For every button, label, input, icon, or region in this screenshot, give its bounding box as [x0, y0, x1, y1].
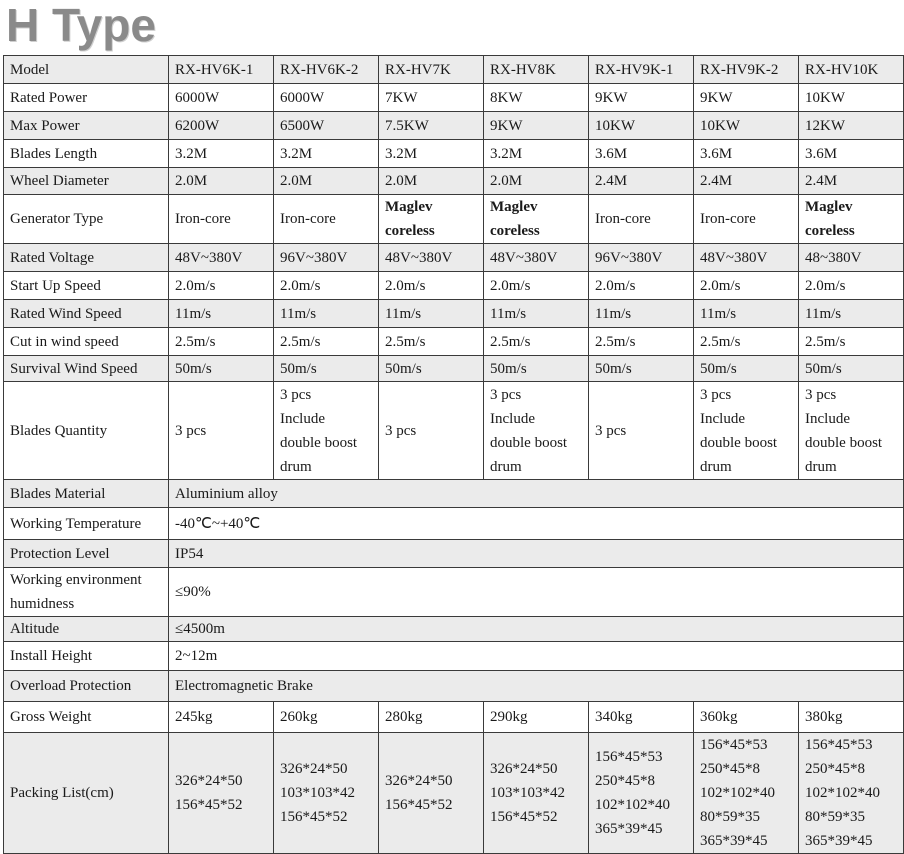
cell-line: double boost	[700, 434, 778, 451]
cell-line: 3 pcs	[385, 422, 417, 439]
working-temperature-value: -40℃~+40℃	[169, 508, 904, 540]
row-label-rated-voltage: Rated Voltage	[4, 244, 169, 272]
gross-weight-cell: 340kg	[589, 702, 694, 733]
row-label-working-temperature: Working Temperature	[4, 508, 169, 540]
packing-list-cell	[799, 733, 904, 854]
max-power-cell: 6500W	[274, 112, 379, 140]
rated-wind-speed-cell: 11m/s	[694, 300, 799, 328]
max-power-cell: 10KW	[694, 112, 799, 140]
cut-in-wind-speed-cell: 2.5m/s	[169, 328, 274, 356]
generator-type-cell	[379, 195, 484, 244]
cell-line: 103*103*42	[280, 785, 355, 801]
cell-line: 326*24*50	[385, 773, 453, 789]
model-cell: RX-HV8K	[484, 56, 589, 84]
generator-type-cell	[694, 195, 799, 244]
row-label-start-up-speed: Start Up Speed	[4, 272, 169, 300]
max-power-cell: 12KW	[799, 112, 904, 140]
wheel-diameter-cell: 2.0M	[379, 168, 484, 195]
blades-length-cell: 3.2M	[274, 140, 379, 168]
row-label-gross-weight: Gross Weight	[4, 702, 169, 733]
packing-list-cell	[169, 733, 274, 854]
model-cell: RX-HV6K-2	[274, 56, 379, 84]
rated-wind-speed-cell: 11m/s	[169, 300, 274, 328]
model-cell: RX-HV6K-1	[169, 56, 274, 84]
blades-length-cell: 3.2M	[169, 140, 274, 168]
gross-weight-cell: 280kg	[379, 702, 484, 733]
table-row-gross-weight	[4, 702, 904, 733]
row-label-protection-level: Protection Level	[4, 540, 169, 568]
model-cell: RX-HV9K-2	[694, 56, 799, 84]
blades-quantity-cell	[484, 382, 589, 480]
wheel-diameter-cell: 2.0M	[484, 168, 589, 195]
cell-line: Maglev	[490, 199, 538, 215]
wheel-diameter-cell: 2.4M	[694, 168, 799, 195]
cell-line: double boost	[805, 434, 883, 451]
rated-power-cell: 6000W	[169, 84, 274, 112]
start-up-speed-cell: 2.0m/s	[799, 272, 904, 300]
model-cell: RX-HV10K	[799, 56, 904, 84]
cell-line: Maglev	[805, 199, 853, 215]
generator-type-cell	[589, 195, 694, 244]
row-label-max-power: Max Power	[4, 112, 169, 140]
rated-power-cell: 10KW	[799, 84, 904, 112]
blades-length-cell: 3.2M	[379, 140, 484, 168]
packing-list-cell	[274, 733, 379, 854]
cell-line: 156*45*52	[175, 797, 243, 813]
cell-line: 250*45*8	[595, 773, 655, 789]
row-label-overload-protection: Overload Protection	[4, 671, 169, 702]
row-label-blades-quantity: Blades Quantity	[4, 382, 169, 480]
cell-line: Maglev	[385, 199, 433, 215]
page-title: H Type	[6, 0, 156, 51]
cut-in-wind-speed-cell: 2.5m/s	[799, 328, 904, 356]
survival-wind-speed-cell: 50m/s	[799, 356, 904, 382]
rated-power-cell: 6000W	[274, 84, 379, 112]
row-label-rated-wind-speed: Rated Wind Speed	[4, 300, 169, 328]
start-up-speed-cell: 2.0m/s	[274, 272, 379, 300]
blades-length-cell: 3.6M	[694, 140, 799, 168]
row-label-blades-length: Blades Length	[4, 140, 169, 168]
gross-weight-cell: 245kg	[169, 702, 274, 733]
cell-line: 3 pcs	[175, 422, 207, 439]
rated-wind-speed-cell: 11m/s	[379, 300, 484, 328]
wheel-diameter-cell: 2.4M	[799, 168, 904, 195]
rated-voltage-cell: 96V~380V	[589, 244, 694, 272]
cell-line: 102*102*40	[700, 785, 775, 801]
row-label-install-height: Install Height	[4, 642, 169, 671]
cell-line: 156*45*53	[595, 749, 663, 765]
rated-voltage-cell: 48V~380V	[484, 244, 589, 272]
working-humidness-value: ≤90%	[169, 568, 904, 617]
cell-line: 80*59*35	[700, 809, 760, 825]
table-row-working-humidness	[4, 568, 904, 617]
cut-in-wind-speed-cell: 2.5m/s	[274, 328, 379, 356]
blades-quantity-cell	[799, 382, 904, 480]
table-row-blades-quantity	[4, 382, 904, 480]
rated-wind-speed-cell: 11m/s	[274, 300, 379, 328]
start-up-speed-cell: 2.0m/s	[169, 272, 274, 300]
cell-line: Iron-core	[595, 211, 651, 227]
blades-length-cell: 3.6M	[589, 140, 694, 168]
cell-line: 3 pcs	[595, 422, 627, 439]
cut-in-wind-speed-cell: 2.5m/s	[589, 328, 694, 356]
rated-voltage-cell: 96V~380V	[274, 244, 379, 272]
cell-line: 326*24*50	[490, 761, 558, 777]
table-row-blades-material	[4, 480, 904, 508]
table-row-model	[4, 56, 904, 84]
rated-wind-speed-cell: 11m/s	[484, 300, 589, 328]
table-row-overload-protection	[4, 671, 904, 702]
rated-power-cell: 9KW	[589, 84, 694, 112]
row-label-survival-wind-speed: Survival Wind Speed	[4, 356, 169, 382]
packing-list-cell	[379, 733, 484, 854]
rated-voltage-cell: 48V~380V	[694, 244, 799, 272]
max-power-cell: 6200W	[169, 112, 274, 140]
blades-length-cell: 3.6M	[799, 140, 904, 168]
cell-line: 156*45*53	[805, 737, 873, 753]
row-label-altitude: Altitude	[4, 617, 169, 642]
survival-wind-speed-cell: 50m/s	[589, 356, 694, 382]
cut-in-wind-speed-cell: 2.5m/s	[484, 328, 589, 356]
cell-line: drum	[490, 458, 522, 475]
install-height-value: 2~12m	[169, 642, 904, 671]
blades-quantity-cell	[169, 382, 274, 480]
cell-line: 326*24*50	[175, 773, 243, 789]
rated-power-cell: 8KW	[484, 84, 589, 112]
survival-wind-speed-cell: 50m/s	[274, 356, 379, 382]
rated-voltage-cell: 48V~380V	[379, 244, 484, 272]
survival-wind-speed-cell: 50m/s	[484, 356, 589, 382]
max-power-cell: 10KW	[589, 112, 694, 140]
row-label-packing-list: Packing List(cm)	[4, 733, 169, 854]
start-up-speed-cell: 2.0m/s	[484, 272, 589, 300]
cell-line: drum	[805, 458, 837, 475]
gross-weight-cell: 360kg	[694, 702, 799, 733]
row-label-model: Model	[4, 56, 169, 84]
blades-quantity-cell	[589, 382, 694, 480]
generator-type-cell	[274, 195, 379, 244]
max-power-cell: 7.5KW	[379, 112, 484, 140]
model-cell: RX-HV7K	[379, 56, 484, 84]
row-label-blades-material: Blades Material	[4, 480, 169, 508]
start-up-speed-cell: 2.0m/s	[589, 272, 694, 300]
row-label-cut-in-wind-speed: Cut in wind speed	[4, 328, 169, 356]
table-row-rated-wind-speed	[4, 300, 904, 328]
row-label-rated-power: Rated Power	[4, 84, 169, 112]
table-row-wheel-diameter	[4, 168, 904, 195]
cell-line: 102*102*40	[805, 785, 880, 801]
cell-line: 3 pcs	[805, 386, 837, 403]
gross-weight-cell: 290kg	[484, 702, 589, 733]
wheel-diameter-cell: 2.0M	[169, 168, 274, 195]
wheel-diameter-cell: 2.4M	[589, 168, 694, 195]
rated-wind-speed-cell: 11m/s	[799, 300, 904, 328]
overload-protection-value: Electromagnetic Brake	[169, 671, 904, 702]
cell-line: 103*103*42	[490, 785, 565, 801]
start-up-speed-cell: 2.0m/s	[379, 272, 484, 300]
table-row-start-up-speed	[4, 272, 904, 300]
blades-quantity-cell	[379, 382, 484, 480]
blades-quantity-cell	[274, 382, 379, 480]
table-row-rated-voltage	[4, 244, 904, 272]
cell-line: 3 pcs	[280, 386, 312, 403]
row-label-wheel-diameter: Wheel Diameter	[4, 168, 169, 195]
generator-type-cell	[484, 195, 589, 244]
cell-line: Include	[700, 410, 745, 427]
blades-length-cell: 3.2M	[484, 140, 589, 168]
cell-line: Include	[805, 410, 850, 427]
table-row-max-power	[4, 112, 904, 140]
cell-line: drum	[700, 458, 732, 475]
cut-in-wind-speed-cell: 2.5m/s	[694, 328, 799, 356]
row-label-generator-type: Generator Type	[4, 195, 169, 244]
table-row-install-height	[4, 642, 904, 671]
table-row-working-temperature	[4, 508, 904, 540]
cell-line: 250*45*8	[700, 761, 760, 777]
blades-material-value: Aluminium alloy	[169, 480, 904, 508]
cell-line: drum	[280, 458, 312, 475]
table-row-cut-in-wind-speed	[4, 328, 904, 356]
cell-line: 156*45*52	[385, 797, 453, 813]
packing-list-cell	[484, 733, 589, 854]
model-cell: RX-HV9K-1	[589, 56, 694, 84]
table-row-altitude	[4, 617, 904, 642]
cell-line: 326*24*50	[280, 761, 348, 777]
rated-power-cell: 9KW	[694, 84, 799, 112]
table-row-generator-type	[4, 195, 904, 244]
start-up-speed-cell: 2.0m/s	[694, 272, 799, 300]
cell-line: 102*102*40	[595, 797, 670, 813]
table-row-protection-level	[4, 540, 904, 568]
cell-line: 156*45*52	[280, 809, 348, 825]
table-row-rated-power	[4, 84, 904, 112]
cell-line: Iron-core	[700, 211, 756, 227]
cell-line: Include	[280, 410, 325, 427]
cell-line: 250*45*8	[805, 761, 865, 777]
cell-line: 365*39*45	[805, 833, 873, 849]
cell-line: 3 pcs	[700, 386, 732, 403]
cell-line: coreless	[385, 223, 435, 239]
gross-weight-cell: 380kg	[799, 702, 904, 733]
cell-line: 156*45*53	[700, 737, 768, 753]
generator-type-cell	[799, 195, 904, 244]
cell-line: Iron-core	[280, 211, 336, 227]
table-row-survival-wind-speed	[4, 356, 904, 382]
cell-line: 365*39*45	[595, 821, 663, 837]
cell-line: double boost	[490, 434, 568, 451]
rated-power-cell: 7KW	[379, 84, 484, 112]
table-row-blades-length	[4, 140, 904, 168]
row-label-working-humidness: Working environment humidness	[4, 568, 169, 617]
rated-wind-speed-cell: 11m/s	[589, 300, 694, 328]
cell-line: coreless	[805, 223, 855, 239]
cell-line: 365*39*45	[700, 833, 768, 849]
cell-line: double boost	[280, 434, 358, 451]
gross-weight-cell: 260kg	[274, 702, 379, 733]
survival-wind-speed-cell: 50m/s	[169, 356, 274, 382]
cell-line: 156*45*52	[490, 809, 558, 825]
packing-list-cell	[589, 733, 694, 854]
cell-line: 3 pcs	[490, 386, 522, 403]
wheel-diameter-cell: 2.0M	[274, 168, 379, 195]
generator-type-cell	[169, 195, 274, 244]
packing-list-cell	[694, 733, 799, 854]
cut-in-wind-speed-cell: 2.5m/s	[379, 328, 484, 356]
blades-quantity-cell	[694, 382, 799, 480]
spec-table	[3, 55, 904, 854]
cell-line: coreless	[490, 223, 540, 239]
cell-line: 80*59*35	[805, 809, 865, 825]
survival-wind-speed-cell: 50m/s	[379, 356, 484, 382]
cell-line: Iron-core	[175, 211, 231, 227]
rated-voltage-cell: 48V~380V	[169, 244, 274, 272]
rated-voltage-cell: 48~380V	[799, 244, 904, 272]
cell-line: Include	[490, 410, 535, 427]
table-row-packing-list	[4, 733, 904, 854]
survival-wind-speed-cell: 50m/s	[694, 356, 799, 382]
protection-level-value: IP54	[169, 540, 904, 568]
max-power-cell: 9KW	[484, 112, 589, 140]
altitude-value: ≤4500m	[169, 617, 904, 642]
